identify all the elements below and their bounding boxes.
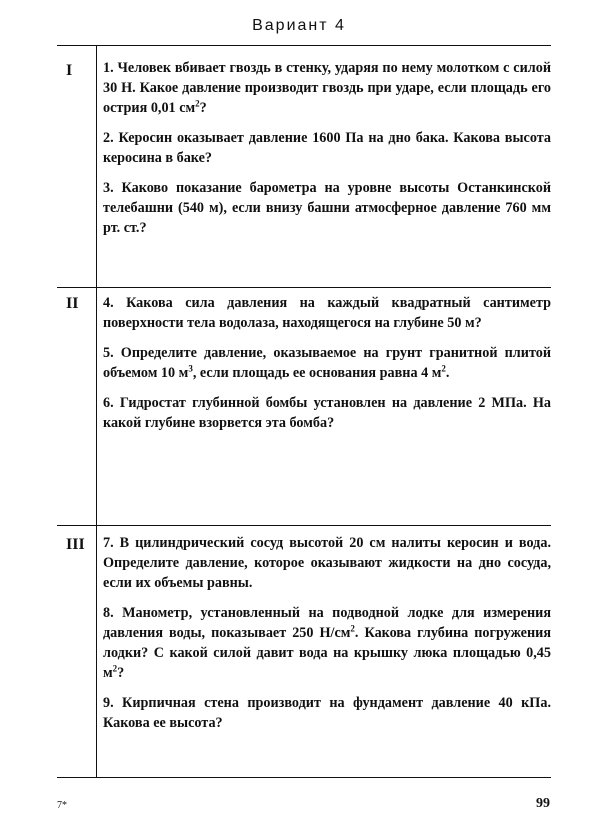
- section-3-problems: [103, 533, 551, 743]
- signature-mark: 7*: [57, 800, 67, 811]
- problem-4: 4. Какова сила давления на каждый квадратный сантиметр поверхности тела водолаза, находящегося на глубине 50 м?: [103, 295, 551, 331]
- section-number-2: II: [66, 295, 79, 312]
- page-number: 99: [536, 796, 550, 811]
- section-2-problems: [103, 293, 551, 443]
- table-bottom-border: [57, 777, 551, 778]
- problem-1: 1. Человек вбивает гвоздь в стенку, ударяя по нему молотком с силой 30 Н. Какое давление производит гвоздь при ударе, если площадь его острия 0,01 $см^2$?: [103, 60, 551, 116]
- problem-6: 6. Гидростат глубинной бомбы установлен на давление 2 МПа. На какой глубине взорвется эта бомба?: [103, 395, 551, 431]
- column-divider: [96, 45, 97, 777]
- problem-5: 5. Определите давление, оказываемое на грунт гранитной плитой объемом 10 $м^3$, если площадь ее основания равна 4 $м^2$.: [103, 345, 551, 381]
- problem-3: 3. Каково показание барометра на уровне высоты Останкинской телебашни (540 м), если внизу башни атмосферное давление 760 мм рт. ст.?: [103, 180, 551, 236]
- problem-8: 8. Манометр, установленный на подводной лодке для измерения давления воды, показывает 250 $Н/см^2$. Какова глубина погружения лодки? С какой силой давит вода на крышку люка площадью 0,45 $м^2$?: [103, 605, 552, 681]
- section-number-1: I: [66, 62, 73, 79]
- problem-7: 7. В цилиндрический сосуд высотой 20 см налиты керосин и вода. Определите давление, которое оказывают жидкости на дно сосуда, если их объемы равны.: [103, 535, 551, 591]
- table-top-border: [57, 45, 551, 46]
- section-1-problems: [103, 58, 551, 248]
- section-number-3: III: [66, 536, 85, 553]
- section-divider: [57, 287, 551, 288]
- problem-9: 9. Кирпичная стена производит на фундамент давление 40 кПа. Какова ее высота?: [103, 695, 551, 731]
- problem-2: 2. Керосин оказывает давление 1600 Па на дно бака. Какова высота керосина в баке?: [103, 130, 551, 166]
- page-title: Вариант 4: [252, 17, 346, 34]
- section-divider: [57, 525, 551, 526]
